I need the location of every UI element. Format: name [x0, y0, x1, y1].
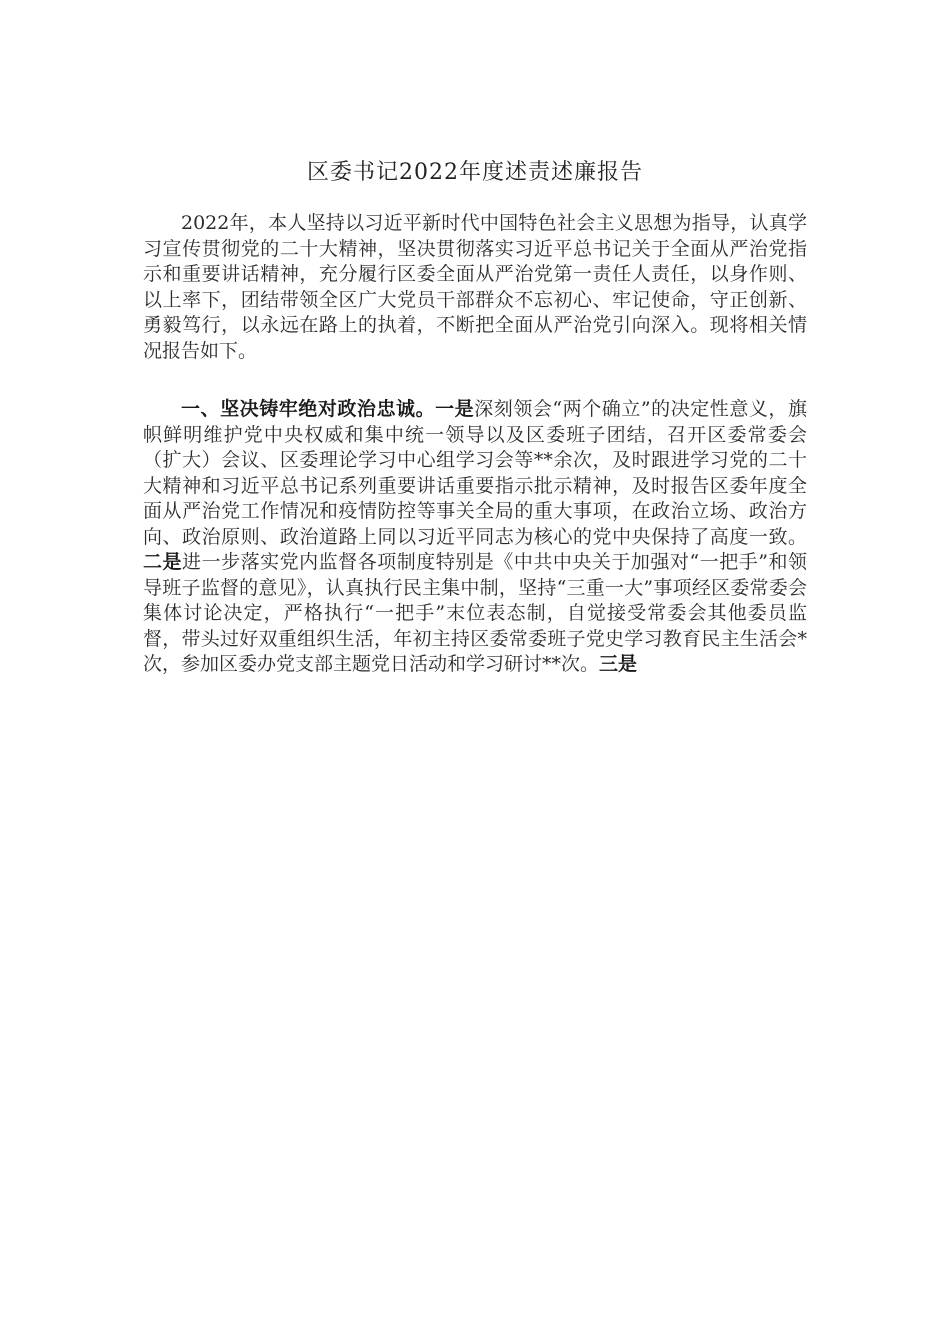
- point-two-text: 进一步落实党内监督各项制度特别是《中共中央关于加强对“一把手”和领导班子监督的意见》，认真执行民主集中制，坚持“三重一大”事项经区委常委会集体讨论决定，严格执行“一把手”末位表态制，自觉接受常委会其他委员监督，带头过好双重组织生活，年初主持区委常委班子党史学习教育民主生活会*次，参加区委办党支部主题党日活动和学习研讨**次。: [143, 551, 807, 675]
- section-one-heading: 一、坚决铸牢绝对政治忠诚。: [181, 398, 436, 420]
- point-one-text: 深刻领会“两个确立”的决定性意义，旗帜鲜明维护党中央权威和集中统一领导以及区委班子团结，召开区委常委会（扩大）会议、区委理论学习中心组学习会等**余次，及时跟进学习党的二十大精神和习近平总书记系列重要讲话重要指示批示精神，及时报告区委年度全面从严治党工作情况和疫情防控等事关全局的重大事项，在政治立场、政治方向、政治原则、政治道路上同以习近平同志为核心的党中央保持了高度一致。: [143, 398, 807, 548]
- point-two-lead: 二是: [143, 551, 183, 573]
- point-one-lead: 一是: [435, 398, 475, 420]
- intro-paragraph: 2022年，本人坚持以习近平新时代中国特色社会主义思想为指导，认真学习宣传贯彻党的二十大精神，坚决贯彻落实习近平总书记关于全面从严治党指示和重要讲话精神，充分履行区委全面从严治党第一责任人责任，以身作则、以上率下，团结带领全区广大党员干部群众不忘初心、牢记使命，守正创新、勇毅笃行，以永远在路上的执着，不断把全面从严治党引向深入。现将相关情况报告如下。: [143, 212, 807, 362]
- section-one-paragraph: [143, 397, 807, 678]
- document-title: 区委书记2022年度述责述廉报告: [307, 160, 643, 185]
- point-three-lead: 三是: [599, 653, 638, 675]
